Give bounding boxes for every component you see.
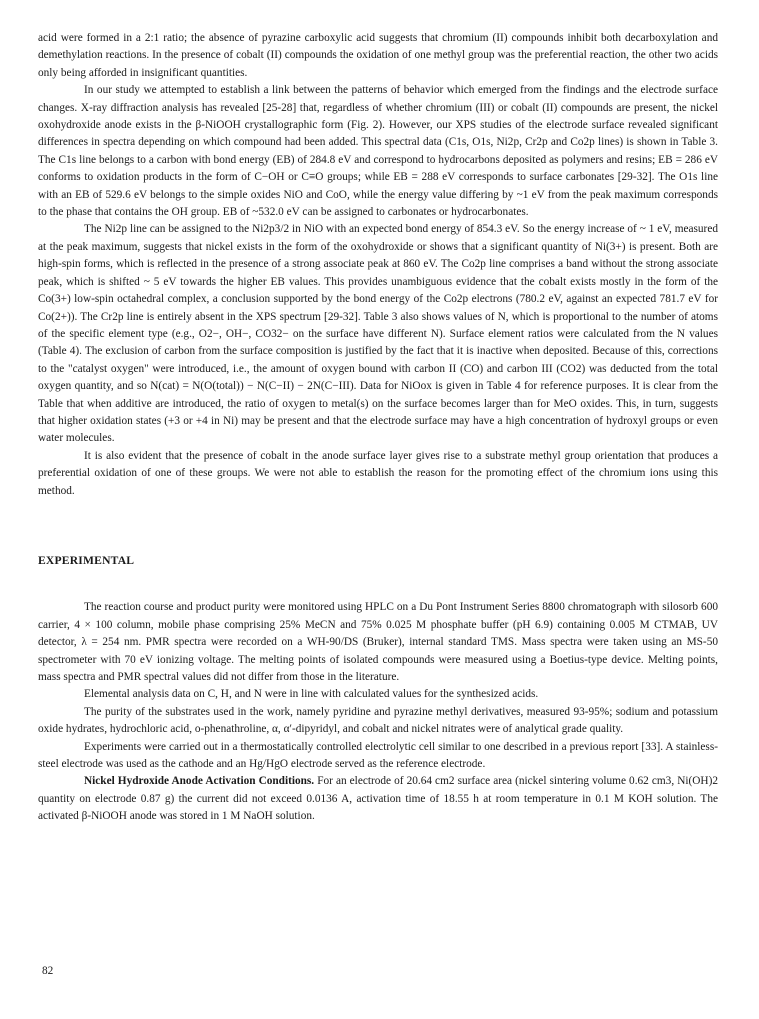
section-heading-experimental: EXPERIMENTAL bbox=[38, 553, 135, 567]
page-body bbox=[38, 30, 718, 826]
paragraph-results-2: In our study we attempted to establish a link between the patterns of behavior which emerged from the findings and the electrode surface changes. X-ray diffraction analysis has revealed [25-28] that, regardless of whether chromium (III) or cobalt (II) compounds are present, the nickel oxohydroxide anode exists in the β-NiOOH crystallographic form (Fig. 2). However, our XPS studies of the electrode surface revealed significant differences in spectra depending on which compound had been added. This spectral data (C1s, O1s, Ni2p, Cr2p and Co2p lines) is shown in Table 3. The C1s line belongs to a carbon with bond energy (EB) of 284.8 eV and correspond to hydrocarbons deposited as polymers and resins; EB = 286 eV conforms to oxidation products in the form of C−OH or C≡O groups; while EB = 288 eV corresponds to surface carbonates [29-32]. The O1s line with an EB of 529.6 eV belongs to the simple oxides NiO and CoO, while the energy value differing by ~1 eV from the peak maximum corresponds to the phase that contains the OH group. EB of ~532.0 eV can be assigned to carbonates or hydrocarbonates. bbox=[38, 84, 718, 219]
paragraph-results-3: The Ni2p line can be assigned to the Ni2p3/2 in NiO with an expected bond energy of 854.3 eV. So the energy increase of ~ 1 eV, measured at the peak maximum, suggests that nickel exists in the form of the oxohydroxide or shows that a significant quantity of Ni(3+) is present. Both are high-spin forms, which is reflected in the presence of a strong associate peak at 860 eV. The Co2p line comprises a band without the strong associate peak, which is shifted ~ 5 eV towards the higher EB values. This provides unambiguous evidence that the cobalt exists mostly in the form of the Co(3+) low-spin octahedral complex, a conclusion supported by the bond energy of the Co2p electrons (780.2 eV, against an expected 781.7 eV for Co(2+)). The Cr2p line is entirely absent in the XPS spectrum [29-32]. Table 3 also shows values of N, which is proportional to the number of atoms of the specific element type (e.g., O2−, OH−, CO32− on the surface have different N). Surface element ratios were calculated from the N values (Table 4). The exclusion of carbon from the surface composition is justified by the fact that it is inactive when deposited. Because of this, corrections to the "catalyst oxygen" were introduced, i.e., the amount of oxygen bound with carbon II (CO) and carbon III (CO2) was deducted from the total oxygen quantity, and so N(cat) = N(O(total)) − N(C−II) − 2N(C−III). Data for NiOox is given in Table 4 for reference purposes. It is clear from the Table that when additive are introduced, the ratio of oxygen to metal(s) on the surface becomes larger than for MeO oxides. This, in turn, suggests that higher oxidation states (+3 or +4 in Ni) may be present and that the electrode surface may have a high concentration of hydroxyl groups or even water molecules. bbox=[38, 223, 718, 445]
activation-heading: Nickel Hydroxide Anode Activation Conditions. bbox=[84, 775, 315, 788]
experimental-section bbox=[38, 599, 718, 825]
paragraph-experimental-4: Experiments were carried out in a thermostatically controlled electrolytic cell similar to one described in a previous report [33]. A stainless-steel electrode was used as the cathode and an Hg/HgO electrode served as the reference electrode. bbox=[38, 740, 718, 771]
paragraph-experimental-3: The purity of the substrates used in the work, namely pyridine and pyrazine methyl derivatives, measured 93-95%; sodium and potassium oxide hydrates, hydrochloric acid, o-phenathroline, α, α′-dipyridyl, and cobalt and nickel nitrates were of analytical grade quality. bbox=[38, 705, 718, 736]
page-number: 82 bbox=[42, 965, 54, 977]
paragraph-activation bbox=[38, 773, 718, 825]
paragraph-results-1: acid were formed in a 2:1 ratio; the absence of pyrazine carboxylic acid suggests that chromium (II) compounds inhibit both decarboxylation and demethylation reactions. In the presence of cobalt (II) compounds the oxidation of one methyl group was the preferential reaction, the other two acids only being afforded in insignificant quantities. bbox=[38, 32, 718, 79]
paragraph-experimental-2: Elemental analysis data on C, H, and N were in line with calculated values for the synthesized acids. bbox=[84, 688, 539, 701]
activation-body: For an electrode of 20.64 cm2 surface area (nickel sintering volume 0.62 cm3, Ni(OH)2 quantity on electrode 0.87 g) the current did not exceed 0.0136 A, activation time of 18.55 h at room temperature in 0.1 M KOH solution. The activated β-NiOOH anode was stored in 1 M NaOH solution. bbox=[38, 775, 718, 823]
paragraph-experimental-1: The reaction course and product purity were monitored using HPLC on a Du Pont Instrument Series 8800 chromatograph with silosorb 600 carrier, 4 × 100 column, mobile phase comprising 25% MeCN and 75% 0.025 M phosphate buffer (pH 6.9) containing 0.005 M CTMAB, UV detector, λ = 254 nm. PMR spectra were recorded on a WH-90/DS (Bruker), internal standard TMS. Mass spectra were taken using an MS-50 spectrometer with 70 eV ionizing voltage. The melting points of isolated compounds were measured using a Boetius-type device. Melting points, mass spectra and PMR spectral values did not differ from those in the literature. bbox=[38, 601, 718, 683]
paragraph-results-4: It is also evident that the presence of cobalt in the anode surface layer gives rise to a substrate methyl group orientation that produces a preferential oxidation of one of these groups. We were not able to establish the reason for the promoting effect of the chromium ions using this method. bbox=[38, 449, 718, 497]
